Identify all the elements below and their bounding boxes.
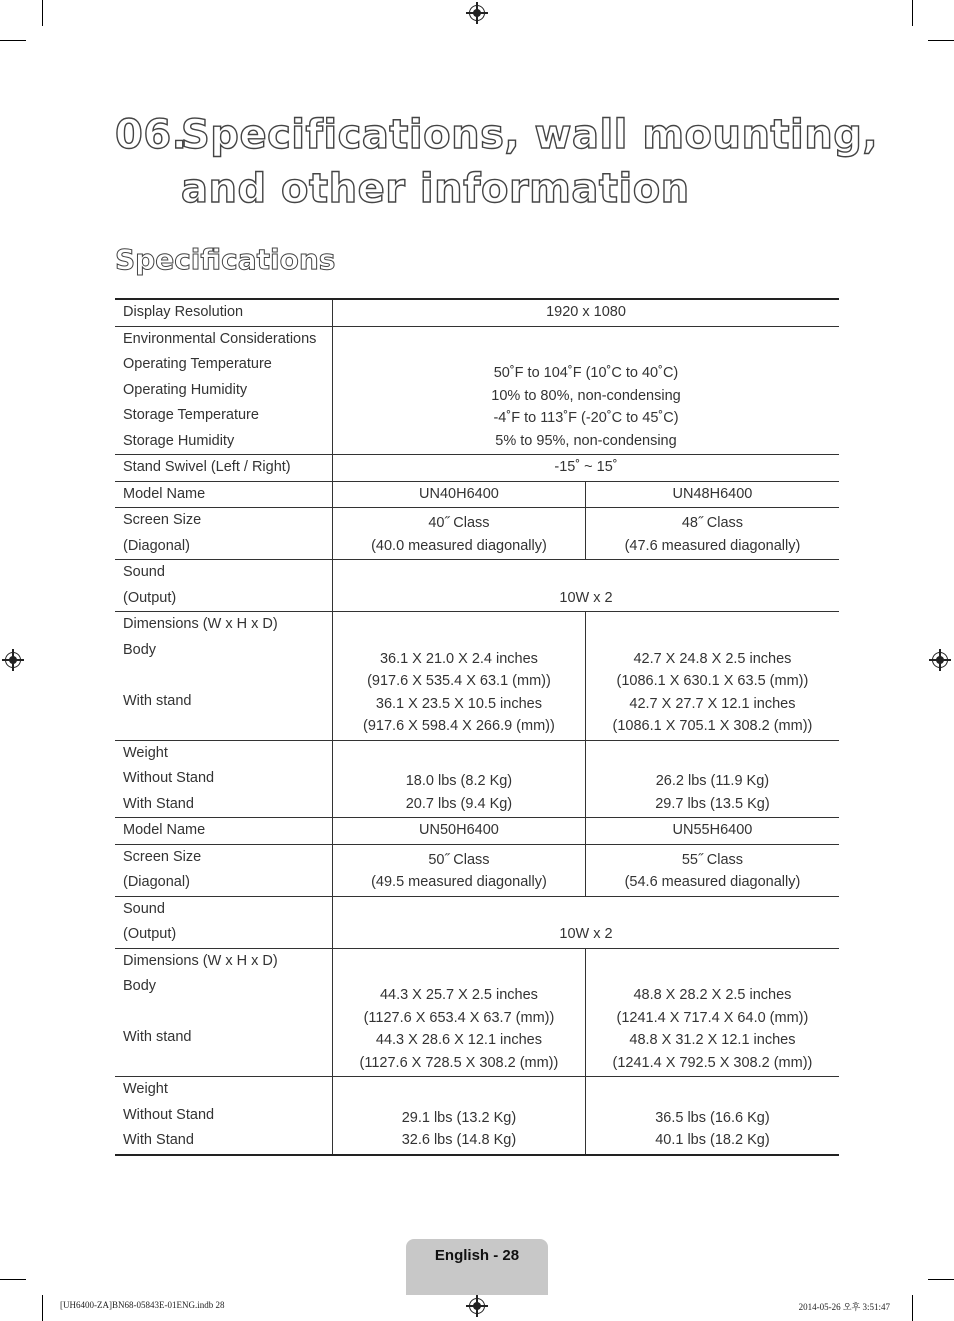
crop-mark: [928, 40, 954, 41]
crop-mark: [0, 40, 26, 41]
row-label: Stand Swivel (Left / Right): [123, 459, 291, 475]
row-value: (1127.6 X 653.4 X 63.7 (mm)): [363, 1009, 555, 1026]
row-label: Environmental Considerations: [123, 330, 317, 347]
row-label: (Output): [123, 589, 177, 606]
row-label: Model Name: [123, 822, 206, 838]
table-row: [115, 299, 839, 326]
registration-mark-icon: [5, 652, 21, 668]
row-label: [123, 1000, 332, 1026]
row-value: 10W x 2: [559, 589, 613, 606]
row-label: (Output): [123, 926, 177, 942]
row-value: 48.8 X 28.2 X 2.5 inches: [633, 987, 792, 1003]
row-value: (917.6 X 598.4 X 266.9 (mm)): [363, 718, 555, 734]
row-value: -4˚F to 113˚F (-20˚C to 45˚C): [493, 410, 679, 426]
row-label: (Diagonal): [123, 537, 190, 554]
model-name: UN48H6400: [672, 485, 753, 502]
row-value: 44.3 X 28.6 X 12.1 inches: [375, 1032, 542, 1048]
table-row: [115, 612, 839, 741]
row-value: (49.5 measured diagonally): [371, 874, 547, 890]
row-value: 50˝ Class: [428, 851, 490, 868]
row-value: (1241.4 X 792.5 X 308.2 (mm)): [612, 1054, 813, 1071]
row-label: Model Name: [123, 485, 206, 502]
table-row: [115, 508, 839, 560]
crop-mark: [42, 0, 43, 26]
section-title: Specifications: [115, 243, 336, 276]
row-value: 29.7 lbs (13.5 Kg): [655, 795, 770, 812]
row-value: 40˝ Class: [428, 515, 490, 531]
row-value: (54.6 measured diagonally): [624, 874, 801, 890]
row-value: 40.1 lbs (18.2 Kg): [655, 1132, 770, 1148]
model-name: UN55H6400: [672, 822, 753, 838]
crop-mark: [928, 1279, 954, 1280]
row-value: 29.1 lbs (13.2 Kg): [401, 1109, 517, 1126]
crop-mark: [912, 0, 913, 26]
row-value: 5% to 95%, non-condensing: [495, 432, 677, 449]
table-row: [115, 560, 839, 612]
row-value: (1241.4 X 717.4 X 64.0 (mm)): [616, 1009, 809, 1026]
table-row: [115, 896, 839, 948]
table-row: [115, 818, 839, 845]
table-row: [115, 455, 839, 482]
row-label: Storage Humidity: [123, 432, 235, 449]
row-value: (47.6 measured diagonally): [624, 537, 801, 554]
row-value: 10W x 2: [559, 926, 613, 942]
table-row: [115, 740, 839, 818]
row-value: (1127.6 X 728.5 X 308.2 (mm)): [359, 1054, 559, 1071]
row-label: Sound: [123, 900, 165, 917]
row-value: (40.0 measured diagonally): [371, 537, 547, 554]
row-label: Body: [123, 641, 157, 658]
table-row: [115, 326, 839, 455]
row-value: 42.7 X 24.8 X 2.5 inches: [633, 650, 792, 667]
page-label: English - 28: [434, 1247, 520, 1264]
row-value: 1920 x 1080: [546, 304, 626, 320]
row-label: Weight: [123, 744, 168, 761]
table-row: [115, 1077, 839, 1155]
row-value: 48.8 X 31.2 X 12.1 inches: [629, 1032, 796, 1048]
row-label: Display Resolution: [123, 304, 244, 320]
model-name: UN40H6400: [419, 485, 499, 502]
registration-mark-icon: [469, 1298, 485, 1314]
row-label: With stand: [123, 692, 192, 709]
row-value: 48˝ Class: [681, 515, 744, 531]
row-value: 26.2 lbs (11.9 Kg): [655, 773, 770, 789]
row-label: Storage Temperature: [123, 407, 259, 423]
row-label: With Stand: [123, 795, 194, 812]
row-value: 42.7 X 27.7 X 12.1 inches: [629, 695, 796, 712]
row-label: [123, 663, 332, 689]
model-name: UN50H6400: [419, 822, 499, 838]
row-label: Operating Temperature: [123, 356, 272, 372]
print-slug-left: [UH6400-ZA]BN68-05843E-01ENG.indb 28: [60, 1300, 225, 1310]
row-value: 55˝ Class: [681, 851, 744, 868]
row-label: Body: [123, 978, 157, 994]
row-label: With Stand: [123, 1132, 194, 1148]
row-value: (1086.1 X 630.1 X 63.5 (mm)): [616, 673, 809, 689]
row-label: Without Stand: [123, 1106, 215, 1123]
row-value: 36.5 lbs (16.6 Kg): [655, 1109, 770, 1126]
row-label: Screen Size: [123, 512, 202, 528]
row-value: 44.3 X 25.7 X 2.5 inches: [379, 987, 538, 1003]
row-value: 32.6 lbs (14.8 Kg): [401, 1132, 517, 1148]
row-value: 18.0 lbs (8.2 Kg): [405, 773, 513, 789]
row-value: 10% to 80%, non-condensing: [491, 387, 681, 404]
row-label: Sound: [123, 564, 165, 580]
print-slug-right: 2014-05-26 오후 3:51:47: [798, 1302, 890, 1312]
registration-mark-icon: [932, 652, 948, 668]
crop-mark: [42, 1295, 43, 1321]
row-label: Without Stand: [123, 770, 215, 786]
registration-mark-icon: [469, 5, 485, 21]
row-value: 36.1 X 23.5 X 10.5 inches: [375, 695, 542, 712]
row-label: Screen Size: [123, 848, 202, 865]
chapter-title: [115, 108, 878, 216]
row-value: 20.7 lbs (9.4 Kg): [405, 795, 513, 812]
chapter-title-line1: Specifications, wall mounting,: [181, 112, 879, 158]
chapter-title-line2: and other information: [181, 166, 690, 212]
row-value: (1086.1 X 705.1 X 308.2 (mm)): [612, 718, 813, 734]
chapter-number: 06.: [115, 112, 188, 158]
row-label: Operating Humidity: [123, 381, 248, 398]
row-value: 50˚F to 104˚F (10˚C to 40˚C): [493, 365, 679, 381]
row-label: (Diagonal): [123, 874, 190, 890]
row-label: Dimensions (W x H x D): [123, 952, 278, 969]
specifications-table: [115, 298, 839, 1156]
row-label: Dimensions (W x H x D): [123, 616, 278, 632]
row-value: 36.1 X 21.0 X 2.4 inches: [379, 650, 538, 667]
table-row: [115, 481, 839, 508]
row-label: With stand: [123, 1029, 192, 1045]
row-value: (917.6 X 535.4 X 63.1 (mm)): [367, 673, 551, 689]
row-label: Weight: [123, 1081, 168, 1097]
row-value: -15˚ ~ 15˚: [554, 459, 618, 475]
page-number-tab: [406, 1239, 548, 1295]
crop-mark: [912, 1295, 913, 1321]
crop-mark: [0, 1279, 26, 1280]
table-row: [115, 948, 839, 1077]
table-row: [115, 844, 839, 896]
